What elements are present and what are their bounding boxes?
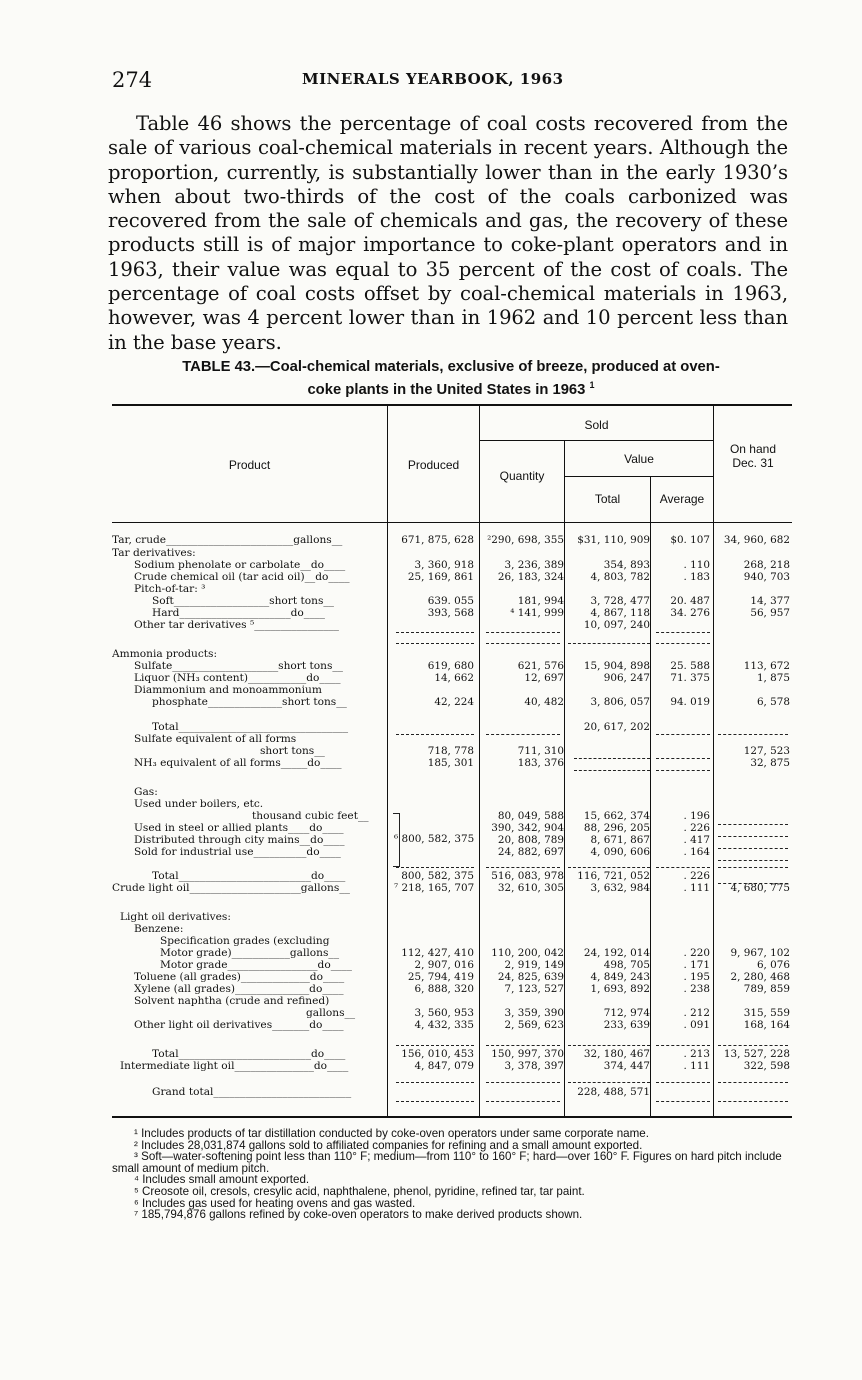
table-cell-c2: ²290, 698, 355 <box>487 534 564 546</box>
table-cell-c1: 4, 432, 335 <box>414 1019 474 1031</box>
table-cell-c4: . 213 <box>683 1048 710 1060</box>
table-cell-c2: 2, 919, 149 <box>504 959 564 971</box>
table-row-label: Benzene: <box>134 924 184 935</box>
table-row-label: Xylene (all grades)______________do____ <box>134 984 344 995</box>
table-cell-c4: . 417 <box>683 834 710 846</box>
table-cell-c4: . 226 <box>683 822 710 834</box>
table-cell-c3: 498, 705 <box>603 959 650 971</box>
dash-leader <box>656 643 710 644</box>
dash-leader <box>568 643 650 644</box>
table-row-label: Diammonium and monoammonium <box>134 685 322 696</box>
table-cell-c2: 3, 236, 389 <box>504 559 564 571</box>
dash-leader <box>486 1045 560 1046</box>
table-cell-c3: 3, 806, 057 <box>590 696 650 708</box>
table-row-label: Total________________________________ <box>152 722 349 733</box>
table-cell-c1: 3, 560, 953 <box>414 1007 474 1019</box>
header-value: Value <box>624 452 654 466</box>
table-cell-c4: . 091 <box>683 1019 710 1031</box>
table-cell-c3: 4, 867, 118 <box>590 607 650 619</box>
table-row-label: Sold for industrial use__________do____ <box>134 847 341 858</box>
table-cell-c1: 800, 582, 375 <box>401 870 474 882</box>
dash-leader <box>718 734 788 735</box>
table-cell-c3: 354, 893 <box>603 559 650 571</box>
table-cell-c1: 14, 662 <box>434 672 474 684</box>
table-row-label: Other light oil derivatives_______do____ <box>134 1020 344 1031</box>
table-cell-c5: 1, 875 <box>756 672 790 684</box>
dash-leader <box>486 734 560 735</box>
table-cell-c5: 14, 377 <box>750 595 790 607</box>
coal-chemical-table <box>112 404 792 1124</box>
table-cell-c3: 32, 180, 467 <box>583 1048 650 1060</box>
table-cell-c3: 906, 247 <box>603 672 650 684</box>
table-cell-c3: 4, 090, 606 <box>590 846 650 858</box>
table-cell-c2: 24, 825, 639 <box>497 971 564 983</box>
table-row-label: Used under boilers, etc. <box>134 799 264 810</box>
table-row-label: Ammonia products: <box>112 649 218 660</box>
dash-leader <box>574 758 650 759</box>
table-cell-c3: 233, 639 <box>603 1019 650 1031</box>
table-row-label: Total_________________________do____ <box>152 871 346 882</box>
footnote-1: ¹ Includes products of tar distillation conducted by coke-oven operators under same corporate name. <box>134 1127 649 1140</box>
table-cell-c2: 80, 049, 588 <box>497 810 564 822</box>
table-row-label: Used in steel or allied plants____do____ <box>134 823 344 834</box>
table-cell-c3: 15, 662, 374 <box>583 810 650 822</box>
table-row-label: Light oil derivatives: <box>120 912 231 923</box>
table-cell-c3: 3, 632, 984 <box>590 882 650 894</box>
table-cell-c5: 940, 703 <box>743 571 790 583</box>
table-cell-c4: . 238 <box>683 983 710 995</box>
table-cell-c4: . 183 <box>683 571 710 583</box>
table-cell-c5: 127, 523 <box>743 745 790 757</box>
dash-leader <box>568 1082 650 1083</box>
table-cell-c4: . 110 <box>683 559 710 571</box>
table-cell-c5: 315, 559 <box>743 1007 790 1019</box>
table-row-label: short tons__ <box>260 746 325 757</box>
header-product: Product <box>228 458 271 472</box>
dash-leader <box>396 734 474 735</box>
dash-leader <box>486 632 560 633</box>
table-cell-c2: 711, 310 <box>517 745 564 757</box>
table-cell-c1: 671, 875, 628 <box>401 534 474 546</box>
table-row-label: Sodium phenolate or carbolate__do____ <box>134 560 346 571</box>
dash-leader <box>656 758 710 759</box>
gas-produced-merged: ⁶ 800, 582, 375 <box>394 833 475 845</box>
dash-leader <box>486 1082 560 1083</box>
running-title: MINERALS YEARBOOK, 1963 <box>302 70 564 88</box>
table-cell-c3: 15, 904, 898 <box>583 660 650 672</box>
table-cell-c4: . 226 <box>683 870 710 882</box>
table-cell-c2: 181, 994 <box>517 595 564 607</box>
table-cell-c3: 712, 974 <box>603 1007 650 1019</box>
table-cell-c2: 24, 882, 697 <box>497 846 564 858</box>
header-on-hand: On hand Dec. 31 <box>729 442 777 470</box>
dash-leader <box>718 867 788 868</box>
table-row-label: Solvent naphtha (crude and refined) <box>134 996 330 1007</box>
table-cell-c2: 40, 482 <box>524 696 564 708</box>
table-cell-c3: 1, 693, 892 <box>590 983 650 995</box>
table-cell-c2: 3, 378, 397 <box>504 1060 564 1072</box>
footnote-5: ⁵ Creosote oil, cresols, cresylic acid, naphthalene, phenol, pyridine, refined tar, tar paint. <box>134 1184 585 1198</box>
table-cell-c1: 2, 907, 016 <box>414 959 474 971</box>
header-total: Total <box>594 492 621 506</box>
table-cell-c5: 113, 672 <box>743 660 790 672</box>
dash-leader <box>396 632 474 633</box>
table-row-label: Other tar derivatives ⁵________________ <box>134 620 339 631</box>
table-cell-c3: 88, 296, 205 <box>583 822 650 834</box>
dash-leader <box>718 836 788 837</box>
table-cell-c1: 185, 301 <box>427 757 474 769</box>
table-cell-c1: 112, 427, 410 <box>401 947 474 959</box>
table-cell-c1: 718, 778 <box>427 745 474 757</box>
table-cell-c3: 228, 488, 571 <box>577 1086 650 1098</box>
table-title-line-2: coke plants in the United States in 1963 $^1$ <box>307 380 595 398</box>
header-produced: Produced <box>407 458 460 472</box>
dash-leader <box>396 1045 474 1046</box>
table-cell-c1: 3, 360, 918 <box>414 559 474 571</box>
table-cell-c2: 32, 610, 305 <box>497 882 564 894</box>
table-cell-c2: 183, 376 <box>517 757 564 769</box>
table-cell-c3: 374, 447 <box>603 1060 650 1072</box>
table-cell-c3: 4, 849, 243 <box>590 971 650 983</box>
table-row-label: Distributed through city mains__do____ <box>134 835 345 846</box>
table-cell-c2: 26, 183, 324 <box>497 571 564 583</box>
footnote-4: ⁴ Includes small amount exported. <box>134 1173 310 1187</box>
dash-leader <box>656 770 710 771</box>
table-cell-c1: 25, 169, 861 <box>407 571 474 583</box>
dash-leader <box>486 643 560 644</box>
dash-leader <box>396 1082 474 1083</box>
table-cell-c5: 2, 280, 468 <box>730 971 790 983</box>
dash-leader <box>656 1101 710 1102</box>
table-cell-c2: 516, 083, 978 <box>491 870 564 882</box>
footnotes <box>112 1128 802 1221</box>
table-row-label: Intermediate light oil_______________do____ <box>120 1061 349 1072</box>
dash-leader <box>718 883 788 884</box>
footnote-3: ³ Soft—water-softening point less than 110° F; medium—from 110° to 160° F; hard—over 160° F. Figures on hard pitch include small amount of medium pitch. <box>112 1150 782 1175</box>
dash-leader <box>396 1101 474 1102</box>
table-row-label: Liquor (NH₃ content)___________do____ <box>134 673 341 684</box>
table-row-label: Hard_____________________do____ <box>152 608 325 619</box>
table-cell-c3: $31, 110, 909 <box>577 534 650 546</box>
table-cell-c1: 639. 055 <box>427 595 474 607</box>
table-cell-c2: 3, 359, 390 <box>504 1007 564 1019</box>
table-row-label: Motor grade)___________gallons__ <box>160 948 340 959</box>
footnote-7: ⁷ 185,794,876 gallons refined by coke-oven operators to make derived products shown. <box>134 1208 583 1222</box>
header-sold: Sold <box>584 418 609 432</box>
table-cell-c2: 12, 697 <box>524 672 564 684</box>
table-row-label: Motor grade_________________do____ <box>160 960 352 971</box>
table-cell-c1: 393, 568 <box>427 607 474 619</box>
page-number: 274 <box>112 68 153 92</box>
table-cell-c5: 6, 578 <box>756 696 790 708</box>
table-cell-c5: 268, 218 <box>743 559 790 571</box>
table-cell-c3: 3, 728, 477 <box>590 595 650 607</box>
table-cell-c4: 71. 375 <box>670 672 710 684</box>
table-cell-c4: 34. 276 <box>670 607 710 619</box>
table-cell-c1: 25, 794, 419 <box>407 971 474 983</box>
dash-leader <box>568 867 650 868</box>
table-cell-c4: $0. 107 <box>670 534 710 546</box>
table-cell-c5: 56, 957 <box>750 607 790 619</box>
table-cell-c2: 7, 123, 527 <box>504 983 564 995</box>
table-cell-c5: 4, 680, 775 <box>730 882 790 894</box>
running-head <box>112 68 784 98</box>
dash-leader <box>656 734 710 735</box>
dash-leader <box>574 770 650 771</box>
table-title <box>112 358 790 399</box>
table-row-label: Toluene (all grades)_____________do____ <box>134 972 345 983</box>
dash-leader <box>568 1045 650 1046</box>
table-cell-c1: 4, 847, 079 <box>414 1060 474 1072</box>
table-cell-c5: 6, 076 <box>756 959 790 971</box>
table-row-label: Crude chemical oil (tar acid oil)__do____ <box>134 572 350 583</box>
table-cell-c2: 20, 808, 789 <box>497 834 564 846</box>
dash-leader <box>656 1082 710 1083</box>
table-cell-c1: 6, 888, 320 <box>414 983 474 995</box>
table-row-label: phosphate______________short tons__ <box>152 697 347 708</box>
table-cell-c3: 24, 192, 014 <box>583 947 650 959</box>
table-cell-c4: 94. 019 <box>670 696 710 708</box>
table-cell-c4: . 212 <box>683 1007 710 1019</box>
footnote-6: ⁶ Includes gas used for heating ovens and gas wasted. <box>134 1196 416 1210</box>
table-cell-c4: . 111 <box>683 1060 710 1072</box>
dash-leader <box>718 1082 788 1083</box>
table-row-label: Crude light oil_____________________gallons__ <box>112 883 350 894</box>
table-cell-c4: . 164 <box>683 846 710 858</box>
table-cell-c5: 13, 527, 228 <box>723 1048 790 1060</box>
footnote-2: ² Includes 28,031,874 gallons sold to affiliated companies for refining and a small amount exported. <box>134 1138 643 1152</box>
dash-leader <box>486 867 560 868</box>
table-cell-c1: 42, 224 <box>434 696 474 708</box>
table-row-label: Sulfate____________________short tons__ <box>134 661 343 672</box>
table-cell-c2: 390, 342, 904 <box>491 822 564 834</box>
table-cell-c3: 116, 721, 052 <box>577 870 650 882</box>
table-cell-c5: 32, 875 <box>750 757 790 769</box>
table-row-label: Gas: <box>134 787 158 798</box>
table-cell-c3: 4, 803, 782 <box>590 571 650 583</box>
table-cell-c2: 621, 576 <box>517 660 564 672</box>
table-cell-c1: ⁷ 218, 165, 707 <box>394 882 475 894</box>
table-cell-c5: 34, 960, 682 <box>723 534 790 546</box>
dash-leader <box>718 1101 788 1102</box>
table-cell-c3: 8, 671, 867 <box>590 834 650 846</box>
table-cell-c4: . 171 <box>683 959 710 971</box>
table-row-label: Total_________________________do____ <box>152 1049 346 1060</box>
table-cell-c4: . 111 <box>683 882 710 894</box>
table-title-line-1: TABLE 43.—Coal-chemical materials, exclusive of breeze, produced at oven- <box>182 359 720 375</box>
table-cell-c4: 25. 588 <box>670 660 710 672</box>
table-cell-c5: 322, 598 <box>743 1060 790 1072</box>
dash-leader <box>718 860 788 861</box>
dash-leader <box>656 632 710 633</box>
table-cell-c3: 10, 097, 240 <box>583 619 650 631</box>
table-cell-c3: 20, 617, 202 <box>583 721 650 733</box>
intro-paragraph: Table 46 shows the percentage of coal costs recovered from the sale of various coal-chemical materials in recent years. Although the proportion, currently, is substantially lower than in the early 1930’s when about two-thirds of the cost of the coals carbonized was recovered from the sale of chemicals and gas, the recovery of these products still is of major importance to coke-plant operators and in 1963, their value was equal to 35 percent of the cost of coals. The percentage of coal costs offset by coal-chemical materials in 1963, however, was 4 percent lower than in 1962 and 10 percent less than in the base years. <box>108 112 788 354</box>
table-cell-c4: . 196 <box>683 810 710 822</box>
table-cell-c5: 789, 859 <box>743 983 790 995</box>
table-row-label: NH₃ equivalent of all forms_____do____ <box>134 758 342 769</box>
table-row-label: Sulfate equivalent of all forms <box>134 734 297 745</box>
table-row-label: Grand total__________________________ <box>152 1087 352 1098</box>
dash-leader <box>656 1045 710 1046</box>
table-row-label: Pitch-of-tar: ³ <box>134 584 206 595</box>
table-cell-c1: 619, 680 <box>427 660 474 672</box>
dash-leader <box>718 1045 788 1046</box>
table-cell-c4: . 220 <box>683 947 710 959</box>
table-cell-c2: ⁴ 141, 999 <box>510 607 564 619</box>
table-row-label: Tar, crude________________________gallons__ <box>112 535 343 546</box>
table-cell-c2: 150, 997, 370 <box>491 1048 564 1060</box>
table-row-label: thousand cubic feet__ <box>252 811 369 822</box>
table-cell-c2: 110, 200, 042 <box>491 947 564 959</box>
table-row-label: gallons__ <box>306 1008 356 1019</box>
dash-leader <box>656 867 710 868</box>
dash-leader <box>718 824 788 825</box>
table-cell-c2: 2, 569, 623 <box>504 1019 564 1031</box>
table-cell-c1: 156, 010, 453 <box>401 1048 474 1060</box>
dash-leader <box>718 848 788 849</box>
header-average: Average <box>659 492 705 506</box>
dash-leader <box>396 643 474 644</box>
header-quantity: Quantity <box>499 469 545 483</box>
table-title-note: 1 <box>589 380 595 390</box>
table-row-label: Soft__________________short tons__ <box>152 596 334 607</box>
dash-leader <box>396 867 474 868</box>
dash-leader <box>486 1101 560 1102</box>
table-cell-c4: . 195 <box>683 971 710 983</box>
table-cell-c4: 20. 487 <box>670 595 710 607</box>
table-row-label: Specification grades (excluding <box>160 936 330 947</box>
table-cell-c5: 9, 967, 102 <box>730 947 790 959</box>
table-row-label: Tar derivatives: <box>112 548 196 559</box>
table-cell-c5: 168, 164 <box>743 1019 790 1031</box>
